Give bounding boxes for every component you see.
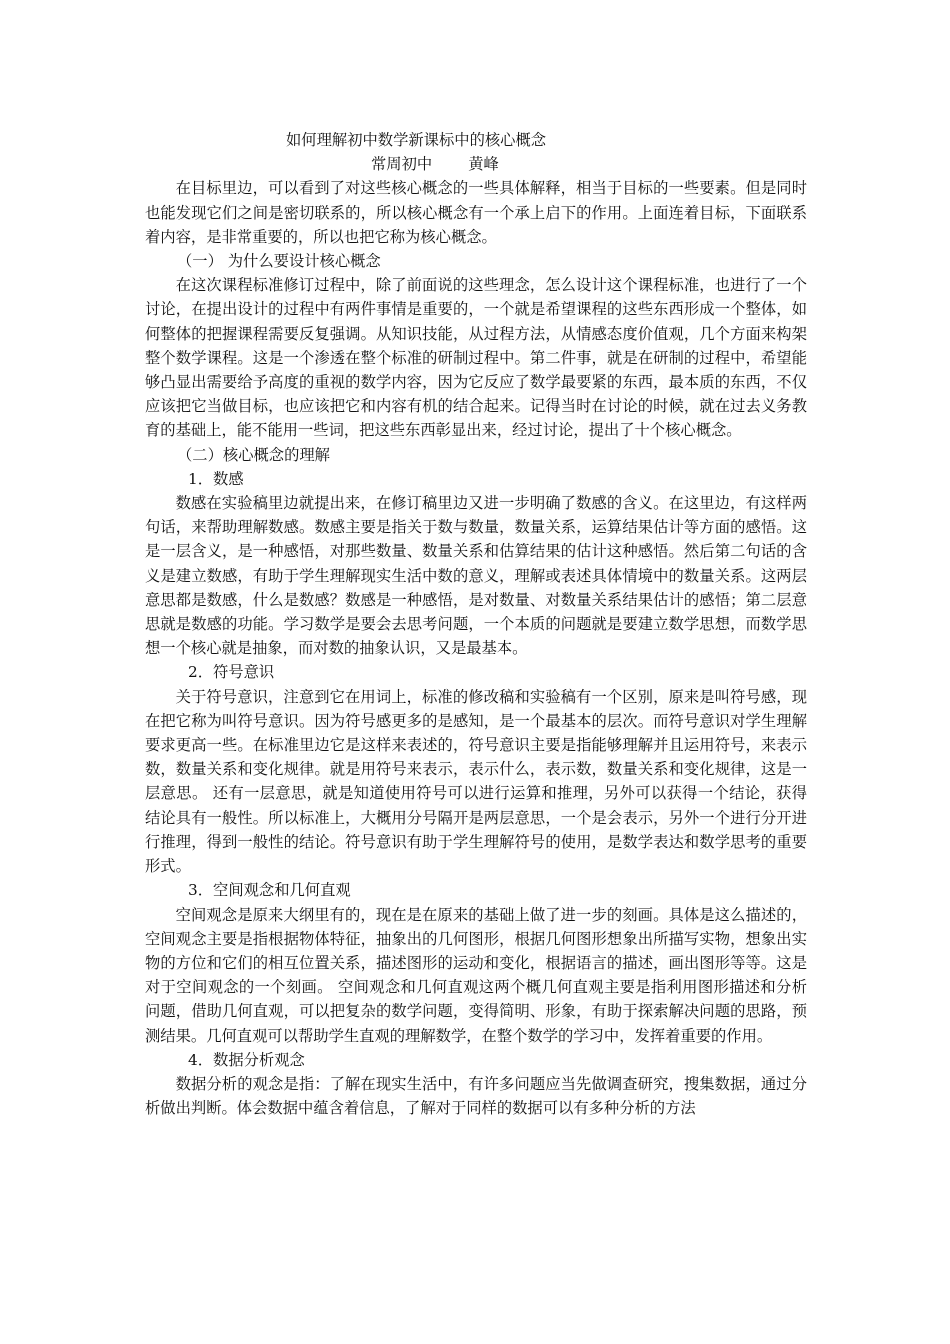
subsection-paragraph-spatial-geometry: 空间观念是原来大纲里有的，现在是在原来的基础上做了进一步的刻画。具体是这么描述的，空间观念主要是指根据物体特征，抽象出的几何图形，根据几何图形想象出所描写实物，想象出实物的方位和它们的相互位置关系，描述图形的运动和变化，根据语言的描述，画出图形等等。这是对于空间观念的一个刻画。 空间观念和几何直观这两个概几何直观主要是指利用图形描述和分析问题，借助几何直观，可以把复杂的数学问题，变得简明、形象，有助于探索解决问题的思路，预测结果。几何直观可以帮助学生直观的理解数学，在整个数学的学习中，发挥着重要的作用。: [145, 905, 807, 1045]
document-page: [145, 128, 807, 1120]
subsection-paragraph-data-analysis: 数据分析的观念是指：了解在现实生活中，有许多问题应当先做调查研究，搜集数据，通过分析做出判断。体会数据中蕴含着信息，了解对于同样的数据可以有多种分析的方法: [145, 1074, 807, 1118]
subsection-heading-number-sense: 1．数感: [188, 469, 244, 488]
intro-paragraph: 在目标里边，可以看到了对这些核心概念的一些具体解释，相当于目标的一些要素。但是同时也能发现它们之间是密切联系的，所以核心概念有一个承上启下的作用。上面连着目标，下面联系着内容，是非常重要的，所以也把它称为核心概念。: [145, 179, 807, 246]
section-heading-1: （一） 为什么要设计核心概念: [177, 252, 381, 271]
author-school: 常周初中: [371, 155, 433, 174]
document-title: 如何理解初中数学新课标中的核心概念: [286, 131, 547, 149]
subsection-heading-symbol-awareness: 2．符号意识: [188, 663, 275, 682]
subsection-paragraph-number-sense: 数感在实验稿里边就提出来，在修订稿里边又进一步明确了数感的含义。在这里边，有这样两句话，来帮助理解数感。数感主要是指关于数与数量，数量关系，运算结果估计等方面的感悟。这是一层含义，是一种感悟，对那些数量、数量关系和估算结果的估计这种感悟。然后第二句话的含义是建立数感，有助于学生理解现实生活中数的意义，理解或表述具体情境中的数量关系。这两层意思都是数感，什么是数感？数感是一种感悟，是对数量、对数量关系结果估计的感悟；第二层意思就是数感的功能。学习数学是要会去思考问题，一个本质的问题就是要建立数学思想，而数学思想一个核心就是抽象，而对数的抽象认识，又是最基本。: [145, 494, 807, 658]
subsection-heading-data-analysis: 4．数据分析观念: [188, 1050, 305, 1069]
subsection-paragraph-symbol-awareness: 关于符号意识，注意到它在用词上，标准的修改稿和实验稿有一个区别，原来是叫符号感，现在把它称为叫符号意识。因为符号感更多的是感知，是一个最基本的层次。而符号意识对学生理解要求更高一些。在标准里边它是这样来表述的，符号意识主要是指能够理解并且运用符号，来表示数，数量关系和变化规律。就是用符号来表示，表示什么，表示数，数量关系和变化规律，这是一层意思。 还有一层意思，就是知道使用符号可以进行运算和推理，另外可以获得一个结论，获得结论具有一般性。所以标准上，大概用分号隔开是两层意思，一个是会表示，另外一个进行分开进行推理，得到一般性的结论。符号意识有助于学生理解符号的使用，是数学表达和数学思考的重要形式。: [145, 687, 807, 876]
section-heading-2: （二）核心概念的理解: [177, 445, 330, 464]
author-name: 黄峰: [468, 155, 499, 174]
author-line: [145, 152, 807, 176]
section-1-paragraph: 在这次课程标准修订过程中，除了前面说的这些理念，怎么设计这个课程标准，也进行了一个讨论，在提出设计的过程中有两件事情是重要的，一个就是希望课程的这些东西形成一个整体，如何整体的把握课程需要反复强调。从知识技能，从过程方法，从情感态度价值观，几个方面来构架整个数学课程。这是一个渗透在整个标准的研制过程中。第二件事，就是在研制的过程中，希望能够凸显出需要给予高度的重视的数学内容，因为它反应了数学最要紧的东西，最本质的东西，不仅应该把它当做目标，也应该把它和内容有机的结合起来。记得当时在讨论的时候，就在过去义务教育的基础上，能不能用一些词，把这些东西彰显出来，经过讨论，提出了十个核心概念。: [145, 276, 807, 440]
subsection-heading-spatial-geometry: 3．空间观念和几何直观: [188, 881, 351, 900]
